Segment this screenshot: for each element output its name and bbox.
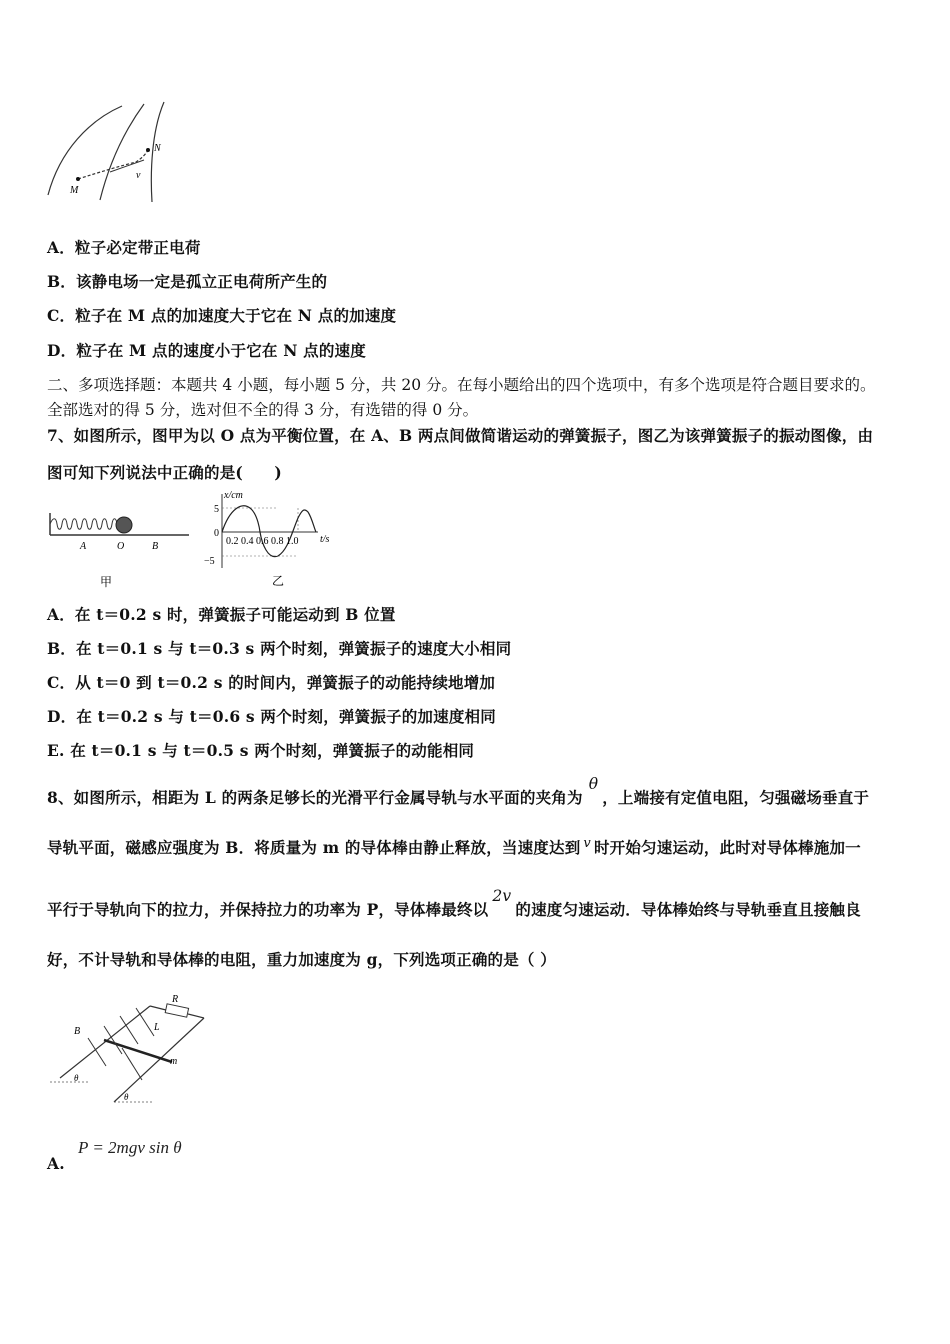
spring-oscillator-figure bbox=[44, 505, 194, 590]
y-axis-label: x/cm bbox=[224, 490, 243, 501]
label-b-field: B bbox=[74, 1026, 81, 1037]
v-symbol: v bbox=[583, 836, 591, 851]
q8-stem-line4: 好，不计导轨和导体棒的电阻，重力加速度为 g，下列选项正确的是（ ） bbox=[47, 950, 556, 969]
q6-option-b: B．该静电场一定是孤立正电荷所产生的 bbox=[47, 272, 328, 291]
spring bbox=[50, 519, 117, 530]
q6-option-c: C．粒子在 M 点的加速度大于它在 N 点的加速度 bbox=[47, 306, 397, 325]
b-arrow-4 bbox=[136, 1008, 154, 1036]
q8-stem-line2 bbox=[47, 836, 861, 858]
theta-symbol: θ bbox=[588, 775, 599, 793]
q6-option-d: D．粒子在 M 点的速度小于它在 N 点的速度 bbox=[47, 341, 366, 360]
q8-option-a-formula: P = 2mgv sin θ bbox=[78, 1138, 182, 1157]
label-m: M bbox=[70, 185, 79, 196]
label-theta-left: θ bbox=[74, 1073, 79, 1083]
q7-option-b: B．在 t＝0.1 s 与 t＝0.3 s 两个时刻，弹簧振子的速度大小相同 bbox=[47, 639, 512, 658]
label-l: L bbox=[154, 1022, 160, 1033]
q8-line3b: 的速度匀速运动．导体棒始终与导轨垂直且接触良 bbox=[515, 900, 861, 919]
point-m bbox=[76, 177, 80, 181]
q7-option-d: D．在 t＝0.2 s 与 t＝0.6 s 两个时刻，弹簧振子的加速度相同 bbox=[47, 707, 496, 726]
top-connector-left bbox=[150, 1006, 166, 1010]
q8-stem-line1 bbox=[47, 775, 870, 808]
q8-stem-line3 bbox=[47, 887, 861, 920]
two-v-symbol: 2v bbox=[492, 887, 512, 905]
label-r: R bbox=[172, 994, 179, 1005]
section2-line1: 二、多项选择题：本题共 4 小题，每小题 5 分，共 20 分。在每小题给出的四个选项中，有多个选项是符合题目要求的。 bbox=[47, 376, 876, 394]
ytick-0: 0 bbox=[214, 528, 219, 539]
q6-option-a: A．粒子必定带正电荷 bbox=[47, 238, 201, 257]
field-line-2 bbox=[100, 104, 144, 200]
ytick-5: 5 bbox=[214, 504, 219, 515]
label-b: B bbox=[152, 541, 159, 552]
label-a: A bbox=[80, 541, 87, 552]
q7-stem-line1: 7、如图所示，图甲为以 O 点为平衡位置，在 A、B 两点间做简谐运动的弹簧振子，图乙为该弹簧振子的振动图像，由 bbox=[47, 426, 874, 445]
label-m-rod: m bbox=[170, 1056, 178, 1067]
q7-option-a: A．在 t＝0.2 s 时，弹簧振子可能运动到 B 位置 bbox=[47, 605, 396, 624]
q8-option-a-label: A. bbox=[47, 1154, 65, 1173]
label-v: v bbox=[136, 170, 141, 181]
top-connector-right bbox=[188, 1014, 204, 1018]
vibration-graph-figure bbox=[200, 488, 345, 588]
q8-line1b: ，上端接有定值电阻，匀强磁场垂直于 bbox=[602, 788, 870, 807]
label-o: O bbox=[117, 541, 125, 552]
section2-line2: 全部选对的得 5 分，选对但不全的得 3 分，有选错的得 0 分。 bbox=[47, 401, 479, 419]
point-n bbox=[146, 148, 150, 152]
q8-line3a: 平行于导轨向下的拉力，并保持拉力的功率为 P，导体棒最终以 bbox=[47, 900, 489, 919]
resistor bbox=[165, 1004, 188, 1017]
label-n: N bbox=[154, 143, 161, 154]
inclined-rails-figure bbox=[48, 990, 208, 1108]
q8-line2a: 导轨平面，磁感应强度为 B．将质量为 m 的导体棒由静止释放，当速度达到 bbox=[47, 838, 581, 857]
q7-stem-line2: 图可知下列说法中正确的是( ) bbox=[47, 463, 282, 482]
x-axis-label: t/s bbox=[320, 534, 330, 545]
sine-curve bbox=[222, 506, 316, 557]
xtick-labels: 0.2 0.4 0.6 0.8 1.0 bbox=[226, 536, 299, 547]
caption-jia: 甲 bbox=[100, 575, 113, 589]
ytick-neg5: −5 bbox=[204, 556, 215, 567]
q8-line1a: 8、如图所示，相距为 L 的两条足够长的光滑平行金属导轨与水平面的夹角为 bbox=[47, 788, 583, 807]
q8-line2b: 时开始匀速运动，此时对导体棒施加一 bbox=[593, 838, 861, 857]
q7-option-c: C．从 t＝0 到 t＝0.2 s 的时间内，弹簧振子的动能持续地增加 bbox=[47, 673, 496, 692]
caption-yi: 乙 bbox=[272, 574, 285, 588]
field-line-figure bbox=[40, 100, 180, 210]
b-arrow-3 bbox=[120, 1016, 138, 1044]
q7-option-e: E. 在 t＝0.1 s 与 t＝0.5 s 两个时刻，弹簧振子的动能相同 bbox=[47, 741, 475, 760]
b-arrow-1 bbox=[88, 1038, 106, 1066]
label-theta-right: θ bbox=[124, 1092, 129, 1102]
b-arrow-5 bbox=[122, 1048, 142, 1080]
oscillator-ball bbox=[116, 517, 132, 533]
field-line-1 bbox=[48, 106, 122, 195]
